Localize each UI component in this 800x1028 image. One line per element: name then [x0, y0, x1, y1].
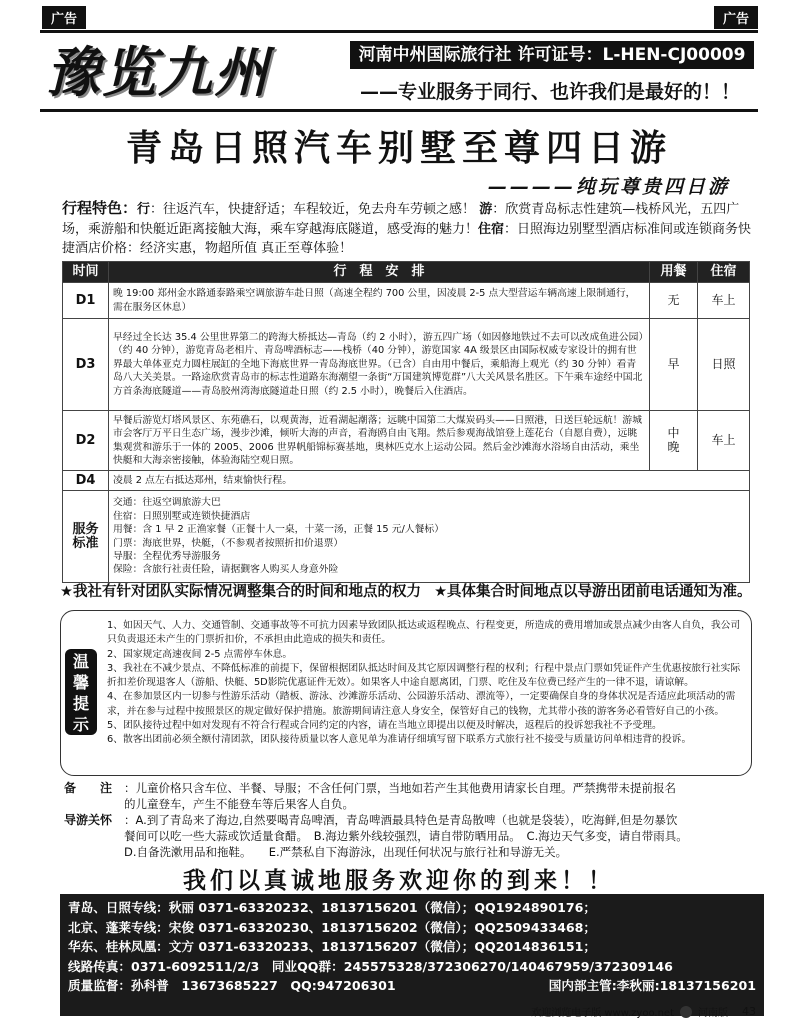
features-label: 行程特色：: [62, 199, 138, 217]
row-meal: 中 晚: [650, 411, 698, 471]
brand-logo-text: 豫览九州: [46, 40, 270, 104]
guide-care-text-2: 餐间可以吃一些大蒜或饮适量食醋。 B.海边紫外线较强烈，请自带防晒用品。 C.海边天气多变，请自带雨具。: [124, 829, 688, 843]
publisher-logo-icon: [680, 1006, 692, 1018]
feature-tour-text: ：欣赏青岛标志性建筑—栈桥风光: [492, 202, 688, 217]
row-description: 早经过全长达 35.4 公里世界第二的跨海大桥抵达—青岛（约 2 小时），游五四广场（如因修地铁过不去可以改成鱼进公园）（约 40 分钟），游览青岛老相片、青岛啤酒标志——栈桥（40 分钟），游览国家 4A 级景区由国际权威专家设计的拥有世界最大单体亚克力圆柱展缸的全地下海底世界一青岛海底世界。（已含）自由用中餐后，乘船海上观光（约 30 分钟）看青岛八大关美景。一路途欣赏青岛市的标志性道路东海潮望一条街“万国建筑博览群”八大关风景名胜区。下午乘车途经中国北方首条海底隧道——青岛胶州湾海底隧道赴日照（约 2.5 小时），晚餐后入住酒店。: [109, 319, 650, 411]
service-item: 住宿：日照别墅或连锁快捷酒店: [113, 510, 251, 522]
row-stay: 日照: [698, 319, 750, 411]
header-schedule: 行 程 安 排: [109, 262, 650, 283]
department-manager: 国内部主管:李秋丽:18137156201: [548, 978, 756, 994]
itinerary-header-row: [63, 262, 750, 283]
page-title: 青岛日照汽车别墅至尊四日游: [125, 127, 672, 169]
ad-tag-right: 广告: [714, 6, 758, 29]
service-item: 保险：含旅行社责任险，请据觐客人购买人身意外险: [113, 564, 339, 576]
contacts-panel: [60, 894, 764, 1016]
tip-item: 4、在参加景区内一切参与性游乐活动（踏板、游泳、沙滩游乐活动、公园游乐活动、漂流等），一定要确保自身的身体状况是否适应此项活动的需求，并在参与过程中按照景区的规定做好保护措施。旅游期间请注意人身安全，保管好自己的钱物，尤其带小孩的游客务必看管好自己的小孩。: [107, 691, 736, 717]
row-description: 凌晨 2 点左右抵达郑州，结束愉快行程。: [109, 471, 750, 491]
service-item: 导服：全程优秀导游服务: [113, 550, 221, 562]
row-description: 早餐后游览灯塔风景区、东苑礁石，以观黄海，近看湖起潮落；远眺中国第二大煤炭码头——日照港，日送巨轮远航！游城市会客厅万平日生态广场，漫步沙滩，倾听大海的声音，看海鸥自由飞翔。然后参观海战馆登上莲花台（自愿自费），远眺集观赏和游乐于一体的 2005、2006 世界帆船锦标赛基地，奥林匹克水上运动公园。然后金沙滩海水浴场自由活动，乘坐快艇和大海亲密接触，体验海陆空观日照。: [109, 411, 650, 471]
guide-care-text-3: D.自备洗漱用品和拖鞋。 E.严禁私自下海游泳，出现任何状况与旅行社和导游无关。: [124, 845, 568, 859]
itinerary-table: [62, 261, 750, 583]
welcome-slogan: 我们以真诚地服务欢迎你的到来！！: [183, 868, 615, 894]
row-day: D1: [63, 283, 109, 319]
row-description: 晚 19:00 郑州金水路通泰路乘空调旅游车赴日照（高速全程约 700 公里，因凌晨 2-5 点大型营运车辆高速上限制通行，需在服务区休息）: [109, 283, 650, 319]
feature-travel-label: 行: [137, 202, 151, 217]
remark-text-2: 的儿童登车，产生不能登车等后果客人自负。: [124, 797, 354, 811]
tip-item: 5、团队接待过程中如对发现有不符合行程或合同约定的内容，请在当地立即提出以便及时解决，返程后的投诉恕我社不予受理。: [107, 720, 662, 732]
row-day: D3: [63, 319, 109, 411]
row-stay: 车上: [698, 283, 750, 319]
notice-adjust-right: ★我社有针对团队实际情况调整集合的时间和地点的权力: [60, 584, 421, 600]
trip-features: [62, 199, 752, 259]
guide-care-text-1: ：A.到了青岛来了海边,自然要喝青岛啤酒，青岛啤酒最具特色是青岛散啤（也就是袋装），吃海鲜,但是勿暴饮: [124, 813, 678, 827]
services-label: 服务 标准: [63, 491, 109, 583]
feature-tour-text-2: ，五四广场，乘游船和快艇近距离接触大海，乘车穿越海底隧道，感受海的魅力！: [62, 202, 740, 237]
services-list: [109, 491, 750, 583]
services-row: [63, 491, 750, 583]
header-banner: [40, 30, 758, 112]
contact-line: 线路传真：0371-6092511/2/3 同业QQ群：245575328/372306270/140467959/372309146: [68, 958, 673, 974]
service-item: 门票：海底世界，快艇，（不参观者按照折扣价退票）: [113, 537, 344, 549]
header-time: 时间: [63, 262, 109, 283]
footer-site: 欢迎浏览电子版 www.zyoo.net: [531, 1008, 674, 1019]
remark-block: [64, 780, 754, 812]
tips-badge: 温 馨 提 示: [65, 649, 97, 735]
notice-line: [60, 580, 760, 601]
feature-stay-text: ：日照海边别墅型酒店标: [504, 221, 648, 237]
tip-item: 3、我社在不减少景点、不降低标准的前提下，保留根据团队抵达时间及其它原因调整行程的权利；行程中景点门票如凭证件产生优惠按旅行社实际折扣差价现退客人（游船、快艇、5D影院优惠证件无效）。如果客人中途自愿离团，门票、吃住及车位费已经产生的一律不退，请谅解。: [107, 662, 741, 689]
footer-edition: 河南版: [698, 1008, 728, 1019]
tip-item: 6、散客出团前必须全额付清团款，团队接待质量以客人意见单为准请仔细填写留下联系方式旅行社不接受与质量访问单相违背的投诉。: [107, 734, 692, 746]
feature-travel-text: ：往返汽车，快捷舒适；车程较近，免去舟车劳顿之感！: [150, 202, 476, 217]
guide-care-label: 导游关怀: [64, 813, 113, 827]
contact-line: 青岛、日照专线：秋丽 0371-63320232、18137156201（微信）；QQ1924890176；: [68, 900, 596, 915]
row-meal: 无: [650, 283, 698, 319]
table-row: [63, 411, 750, 471]
guide-care-block: [64, 812, 754, 860]
contact-line: 北京、蓬莱专线：宋俊 0371-63320230、18137156202（微信）；QQ2509433468；: [68, 919, 596, 935]
quality-supervisor: 质量监督：孙科普 13673685227 QQ:947206301: [68, 978, 396, 994]
table-row: [63, 319, 750, 411]
remark-text-1: ：儿童价格只含车位、半餐、导服；不含任何门票，当地如若产生其他费用请家长自理。严禁携带未提前报名: [124, 781, 676, 795]
remark-label: 备 注: [64, 781, 113, 795]
slogan: ——专业服务于同行、也许我们是最好的！！: [360, 81, 741, 103]
tip-item: 1、如因天气、人力、交通管制、交通事故等不可抗力因素导致团队抵达或返程晚点、行程变更，所造成的费用增加或景点减少由客人自负，我公司只负责退还未产生的门票折扣价，不承担由此造成的损失和责任。: [107, 620, 741, 646]
table-row: [63, 471, 750, 491]
row-stay: 车上: [698, 411, 750, 471]
row-day: D2: [63, 411, 109, 471]
header-meals: 用餐: [650, 262, 698, 283]
table-row: [63, 283, 750, 319]
feature-stay-label: 住宿: [478, 221, 505, 237]
quality-row: [68, 976, 756, 996]
row-day: D4: [63, 471, 109, 491]
ad-tag-left: 广告: [42, 6, 86, 29]
row-meal: 早: [650, 319, 698, 411]
page-subtitle: ————纯玩尊贵四日游: [487, 176, 730, 198]
tip-item: 2、国家规定高速夜间 2-5 点需停车休息。: [107, 648, 293, 660]
feature-tour-label: 游: [479, 202, 493, 217]
notes-section: [64, 780, 754, 860]
header-lodging: 住宿: [698, 262, 750, 283]
page-number: 43: [742, 1005, 756, 1018]
feature-stay-text-2: 准间或连锁商务快捷酒店价格：经济实惠，物超所值 真正至尊体验！: [62, 221, 752, 256]
notice-phone-confirm: ★具体集合时间地点以导游出团前电话通知为准。: [434, 584, 752, 600]
service-item: 交通：往返空调旅游大巴: [113, 497, 221, 509]
contact-line: 华东、桂林凤凰：文方 0371-63320233、18137156207（微信）；QQ2014836151；: [68, 939, 596, 955]
tips-list: [107, 619, 747, 748]
tips-box: [60, 610, 752, 776]
service-item: 用餐：含 1 早 2 正渔家餐（正餐十人一桌，十菜一汤，正餐 15 元/人餐标）: [113, 524, 445, 536]
license-number: 河南中州国际旅行社 许可证号：L-HEN-CJ00009: [350, 41, 754, 69]
page-footer: [531, 1004, 756, 1019]
